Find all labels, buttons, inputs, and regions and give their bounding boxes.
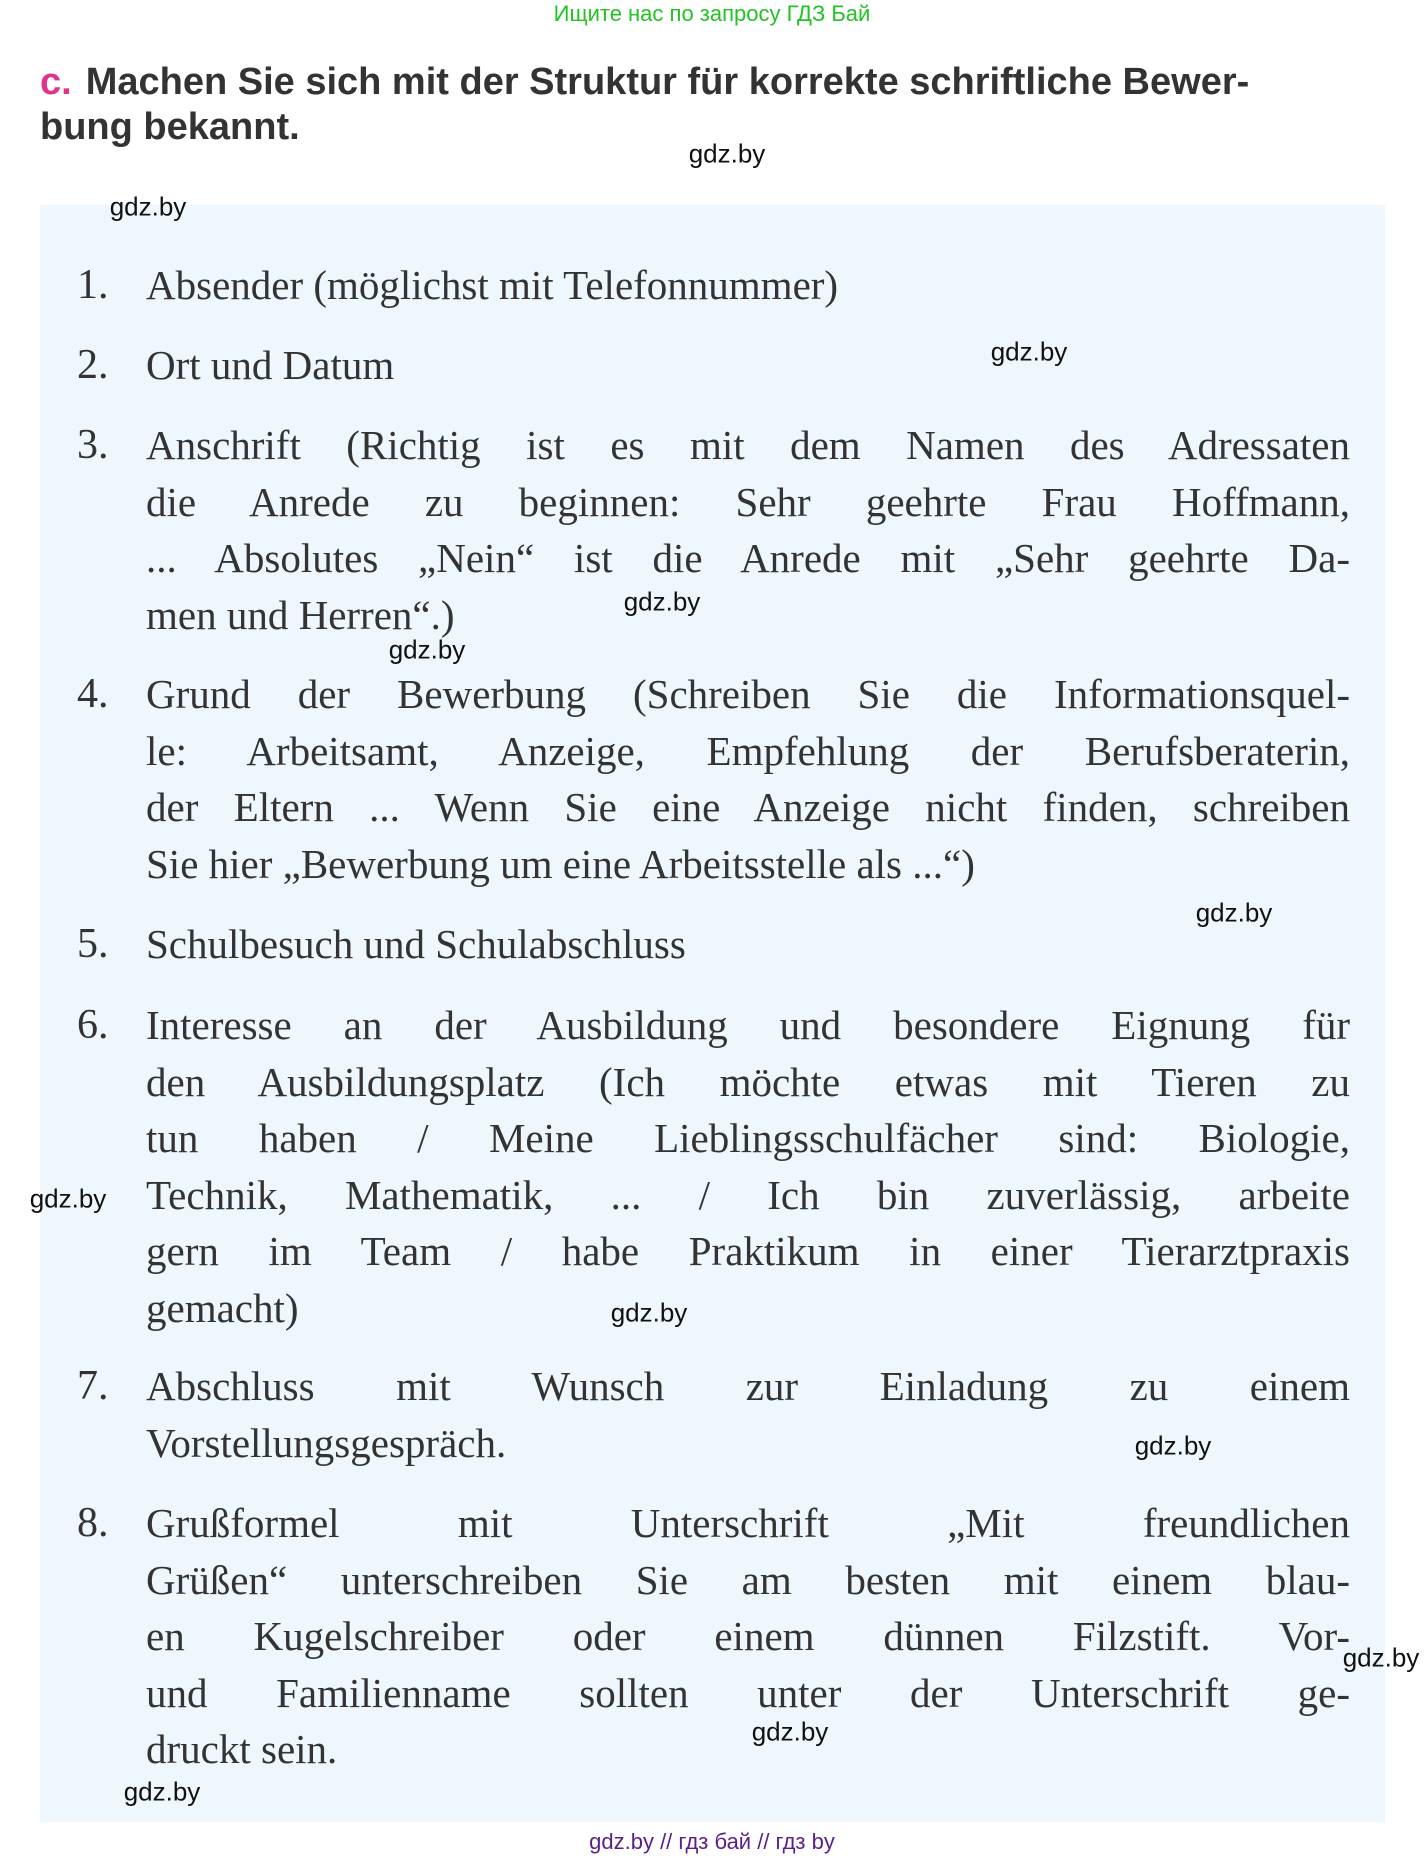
item-text-line: Grüßen“ unterschreiben Sie am besten mit einem blau- [146,1556,1350,1603]
item-number: 6. [77,1002,109,1048]
item-text-line: Sie hier „Bewerbung um eine Arbeitsstelle als ...“) [146,840,975,887]
item-text-line: Schulbesuch und Schulabschluss [146,921,686,967]
watermark: gdz.by [688,138,766,169]
exercise-letter: c. [40,61,72,103]
watermark: gdz.by [610,1297,688,1328]
item-text-line: le: Arbeitsamt, Anzeige, Empfehlung der Berufsberaterin, [146,727,1350,774]
watermark: gdz.by [1195,897,1273,928]
footer: gdz.by // гдз бай // гдз by [589,1829,835,1854]
watermark: gdz.by [1134,1430,1212,1461]
item-text-line: ... Absolutes „Nein“ ist die Anrede mit „Sehr geehrte Da- [146,535,1350,581]
watermark: gdz.by [123,1776,201,1807]
item-text-line: gern im Team / habe Praktikum in einer Tierarztpraxis [146,1228,1350,1274]
item-number: 4. [77,671,109,717]
item-text-line: gemacht) [146,1284,299,1331]
item-number: 7. [77,1363,109,1409]
item-text-line: men und Herren“.) [146,591,455,638]
item-text-line: tun haben / Meine Lieblingsschulfächer sind: Biologie, [146,1115,1350,1161]
item-text-line: en Kugelschreiber oder einem dünnen Filzstift. Vor- [146,1613,1350,1659]
item-number: 5. [77,921,109,967]
item-text-line: druckt sein. [146,1726,338,1772]
item-number: 1. [77,262,109,308]
watermark: gdz.by [109,191,187,222]
item-number: 2. [77,342,109,388]
exercise-title [40,60,1390,150]
item-text-line: die Anrede zu beginnen: Sehr geehrte Frau Hoffmann, [146,478,1350,525]
item-text-line: Absender (möglichst mit Telefonnummer) [146,262,839,308]
item-text-line: Technik, Mathematik, ... / Ich bin zuverlässig, arbeite [146,1171,1350,1218]
watermark: gdz.by [990,336,1068,367]
item-text-line: Vorstellungsgespräch. [146,1419,507,1466]
search-hint: Ищите нас по запросу ГДЗ Бай [553,1,871,26]
title-line-2: bung bekannt. [40,106,300,148]
title-line-1: Machen Sie sich mit der Struktur für korrekte schriftliche Bewer- [85,61,1250,103]
item-number: 3. [77,422,109,468]
watermark: gdz.by [623,586,701,617]
watermark: gdz.by [1342,1642,1420,1673]
item-text-line: Ort und Datum [146,342,395,388]
item-text-line: Interesse an der Ausbildung und besondere Eignung für [146,1002,1350,1048]
item-text-line: Anschrift (Richtig ist es mit dem Namen des Adressaten [146,422,1350,468]
item-text-line: Abschluss mit Wunsch zur Einladung zu einem [146,1363,1350,1409]
watermark: gdz.by [751,1716,829,1747]
item-text-line: der Eltern ... Wenn Sie eine Anzeige nicht finden, schreiben [146,784,1350,830]
item-text-line: Grußformel mit Unterschrift „Mit freundlichen [146,1500,1350,1546]
item-text-line: und Familienname sollten unter der Unterschrift ge- [146,1669,1350,1716]
item-number: 8. [77,1500,109,1546]
item-text-line: den Ausbildungsplatz (Ich möchte etwas mit Tieren zu [146,1058,1350,1105]
item-text-line: Grund der Bewerbung (Schreiben Sie die Informationsquel- [146,671,1350,717]
watermark: gdz.by [388,634,466,665]
watermark: gdz.by [29,1183,107,1214]
